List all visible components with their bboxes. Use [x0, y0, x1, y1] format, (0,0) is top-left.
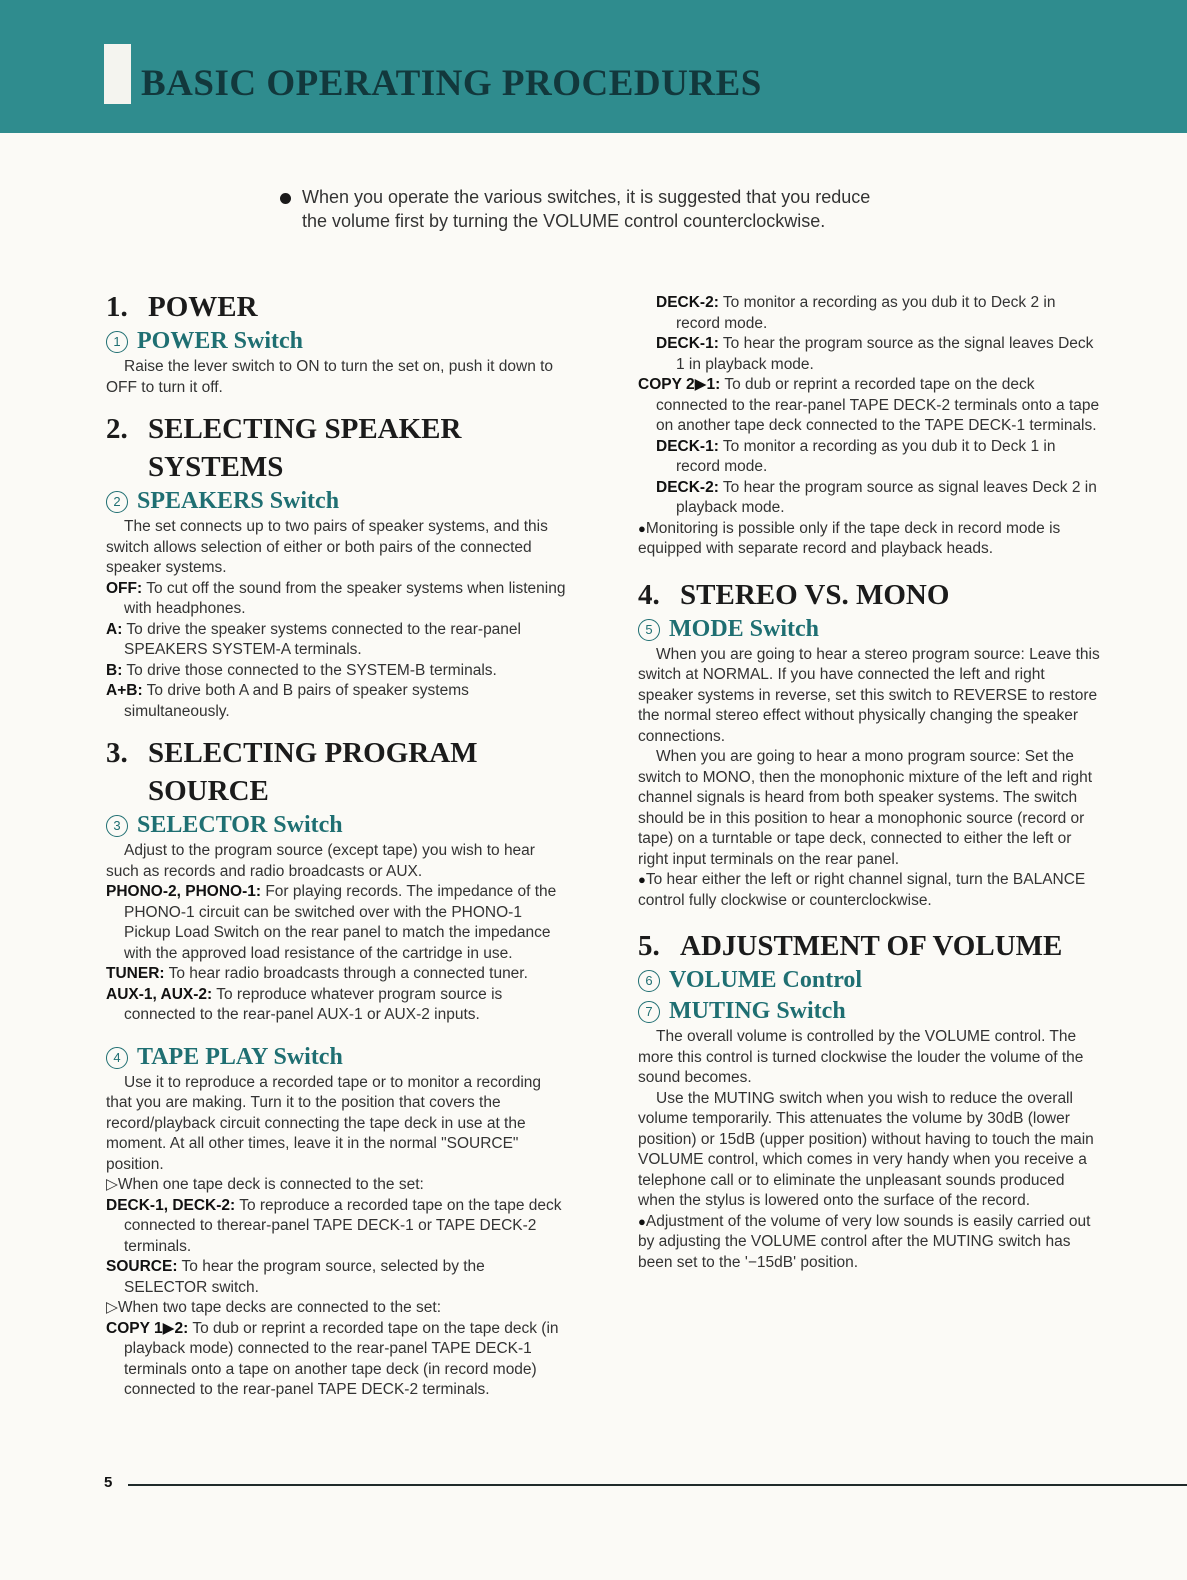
subheading-volume-control — [638, 965, 1103, 996]
intro-note — [280, 185, 980, 233]
item-label: A+B: — [106, 682, 143, 699]
section-heading-program — [106, 734, 571, 810]
section-number: 1. — [106, 291, 128, 323]
subheading-text: SELECTOR Switch — [137, 812, 343, 838]
condition-line: ▷When two tape decks are connected to the set: — [106, 1299, 442, 1316]
section-title: POWER — [148, 291, 258, 323]
note-text: Monitoring is possible only if the tape deck in record mode is equipped with separate record and playback heads. — [638, 519, 1061, 557]
item-label: A: — [106, 620, 123, 638]
item-label: DECK-2: — [656, 478, 719, 496]
list-item — [638, 437, 1103, 478]
paragraph: Use the MUTING switch when you wish to reduce the overall volume temporarily. This attenuates the volume by 30dB (lower position) or 15dB (upper position) without having to touch the main VOLUME control, which comes in very handy when you receive a telephone call or to eliminate the unpleasant sounds produced when the stylus is lowered onto the surface of the record. — [638, 1089, 1094, 1209]
section-heading-power — [106, 288, 571, 326]
list-item — [638, 334, 1103, 375]
circled-number-icon: 5 — [638, 619, 660, 641]
circled-number-icon: 2 — [106, 491, 128, 513]
item-label: DECK-2: — [656, 294, 719, 311]
subheading-text: MUTING Switch — [669, 998, 846, 1024]
item-text: To monitor a recording as you dub it to Deck 1 in record mode. — [676, 437, 1056, 475]
list-item — [638, 293, 1103, 334]
list-item — [638, 375, 1103, 437]
page-title: BASIC OPERATING PROCEDURES — [141, 63, 762, 104]
list-item — [106, 620, 571, 661]
subheading-tape-play-switch — [106, 1042, 571, 1073]
item-text: To hear radio broadcasts through a connected tuner. — [168, 965, 528, 982]
item-text: For playing records. The impedance of the PHONO-1 circuit can be switched over with the PHONO-1 Pickup Load Switch on the rear panel to match the impedance with the approved load resistance of the cartridge in use. — [124, 883, 557, 962]
paragraph: Adjust to the program source (except tape) you wish to hear such as records and radio broadcasts or AUX. — [106, 842, 535, 880]
section-number: 5. — [638, 930, 660, 962]
item-label: COPY 1▶2: — [106, 1319, 189, 1337]
paragraph: Use it to reproduce a recorded tape or to monitor a recording that you are making. Turn it to the position that covers the record/playback circuit connecting the tape deck in use at the moment. At all other times, leave it in the normal "SOURCE" position. — [106, 1073, 542, 1173]
section-title: SELECTING SPEAKER — [148, 413, 462, 445]
section-title: SELECTING PROGRAM — [148, 737, 478, 769]
item-text: To dub or reprint a recorded tape on the tape deck (in playback mode) connected to the rear-panel TAPE DECK-1 terminals onto a tape on another tape deck (in record mode) connected to the rear-panel TAPE DECK-2 terminals. — [124, 1319, 559, 1398]
list-item — [106, 985, 571, 1026]
item-label: SOURCE: — [106, 1258, 178, 1275]
subheading-muting-switch — [638, 996, 1103, 1027]
subheading-text: POWER Switch — [137, 328, 304, 354]
item-text: To hear the program source, selected by the SELECTOR switch. — [124, 1258, 485, 1296]
section-number: 2. — [106, 413, 128, 445]
section-heading-volume — [638, 927, 1103, 965]
subheading-speakers-switch — [106, 486, 571, 517]
section-heading-speaker — [106, 410, 571, 486]
circled-number-icon: 1 — [106, 331, 128, 353]
subheading-mode-switch — [638, 614, 1103, 645]
item-label: DECK-1: — [656, 437, 719, 455]
subheading-text: TAPE PLAY Switch — [137, 1043, 343, 1070]
intro-line-1: When you operate the various switches, it is suggested that you reduce — [302, 187, 871, 207]
paragraph: Raise the lever switch to ON to turn the set on, push it down to OFF to turn it off. — [106, 358, 554, 396]
list-item — [106, 1319, 571, 1401]
section-title-cont: SYSTEMS — [148, 451, 284, 483]
item-text: To hear the program source as the signal leaves Deck 1 in playback mode. — [676, 335, 1094, 373]
header-accent-bar — [104, 44, 131, 104]
item-label: DECK-1: — [656, 335, 719, 352]
item-text: To cut off the sound from the speaker systems when listening with headphones. — [124, 579, 566, 617]
item-text: To reproduce whatever program source is connected to the rear-panel AUX-1 or AUX-2 inputs. — [124, 985, 503, 1023]
section-title-cont: SOURCE — [148, 775, 269, 807]
list-item — [638, 478, 1103, 519]
section-heading-stereo — [638, 576, 1103, 614]
subheading-power-switch — [106, 326, 571, 357]
item-label: DECK-1, DECK-2: — [106, 1196, 236, 1214]
item-label: COPY 2▶1: — [638, 376, 721, 393]
left-column — [106, 288, 571, 1401]
item-text: To drive the speaker systems connected to the rear-panel SPEAKERS SYSTEM-A terminals. — [124, 620, 521, 658]
section-number: 3. — [106, 737, 128, 769]
item-label: AUX-1, AUX-2: — [106, 985, 213, 1003]
circled-number-icon: 4 — [106, 1047, 128, 1069]
item-text: To drive both A and B pairs of speaker systems simultaneously. — [124, 682, 469, 720]
list-item — [106, 1257, 571, 1298]
item-label: TUNER: — [106, 965, 165, 982]
header-banner — [0, 0, 1187, 133]
note-paragraph — [638, 519, 1103, 560]
list-item — [106, 1196, 571, 1258]
list-item — [106, 661, 571, 682]
bullet-icon — [280, 193, 291, 204]
list-item — [106, 882, 571, 964]
subheading-selector-switch — [106, 810, 571, 841]
intro-line-2: the volume first by turning the VOLUME control counterclockwise. — [302, 211, 826, 231]
item-text: To monitor a recording as you dub it to Deck 2 in record mode. — [676, 294, 1056, 332]
right-column — [638, 293, 1103, 1273]
note-text: To hear either the left or right channel signal, turn the BALANCE control fully clockwise or counterclockwise. — [638, 871, 1086, 909]
section-title: ADJUSTMENT OF VOLUME — [680, 930, 1063, 962]
page-number: 5 — [104, 1474, 113, 1491]
circled-number-icon: 6 — [638, 970, 660, 992]
circled-number-icon: 7 — [638, 1001, 660, 1023]
section-title: STEREO VS. MONO — [680, 578, 950, 611]
note-text: Adjustment of the volume of very low sounds is easily carried out by adjusting the VOLUME control after the MUTING switch has been set to the '−15dB' position. — [638, 1212, 1091, 1271]
paragraph: The overall volume is controlled by the VOLUME control. The more this control is turned clockwise the louder the volume of the sound becomes. — [638, 1028, 1084, 1086]
condition-line: ▷When one tape deck is connected to the set: — [106, 1176, 424, 1193]
item-text: To hear the program source as signal leaves Deck 2 in playback mode. — [676, 478, 1097, 516]
item-text: To reproduce a recorded tape on the tape deck connected to therear-panel TAPE DECK-1 or TAPE DECK-2 terminals. — [124, 1196, 562, 1255]
item-text: To dub or reprint a recorded tape on the deck connected to the rear-panel TAPE DECK-2 terminals onto a tape on another tape deck connected to the TAPE DECK-1 terminals. — [656, 376, 1100, 434]
list-item — [106, 681, 571, 722]
paragraph: When you are going to hear a stereo program source: Leave this switch at NORMAL. If you have connected the left and right speaker systems in reverse, set this switch to REVERSE to restore the normal stereo effect without physically changing the speaker connections. — [638, 645, 1100, 745]
note-paragraph — [638, 870, 1103, 911]
footer-rule — [128, 1484, 1187, 1486]
item-text: To drive those connected to the SYSTEM-B terminals. — [126, 661, 497, 679]
subheading-text: MODE Switch — [669, 615, 819, 642]
paragraph: The set connects up to two pairs of speaker systems, and this switch allows selection of either or both pairs of the connected speaker systems. — [106, 518, 548, 576]
subheading-text: VOLUME Control — [669, 967, 863, 993]
section-number: 4. — [638, 578, 660, 611]
paragraph: When you are going to hear a mono program source: Set the switch to MONO, then the monophonic mixture of the left and right channel signals is heard from both speaker systems. The switch should be in this position to hear a monophonic source (record or tape) on a turntable or tape deck, connected to either the left or right input terminals on the rear panel. — [638, 748, 1093, 868]
item-label: B: — [106, 661, 123, 679]
list-item — [106, 579, 571, 620]
circled-number-icon: 3 — [106, 815, 128, 837]
note-paragraph — [638, 1212, 1103, 1274]
item-label: PHONO-2, PHONO-1: — [106, 883, 262, 900]
item-label: OFF: — [106, 579, 143, 597]
subheading-text: SPEAKERS Switch — [137, 488, 340, 514]
list-item — [106, 964, 571, 985]
